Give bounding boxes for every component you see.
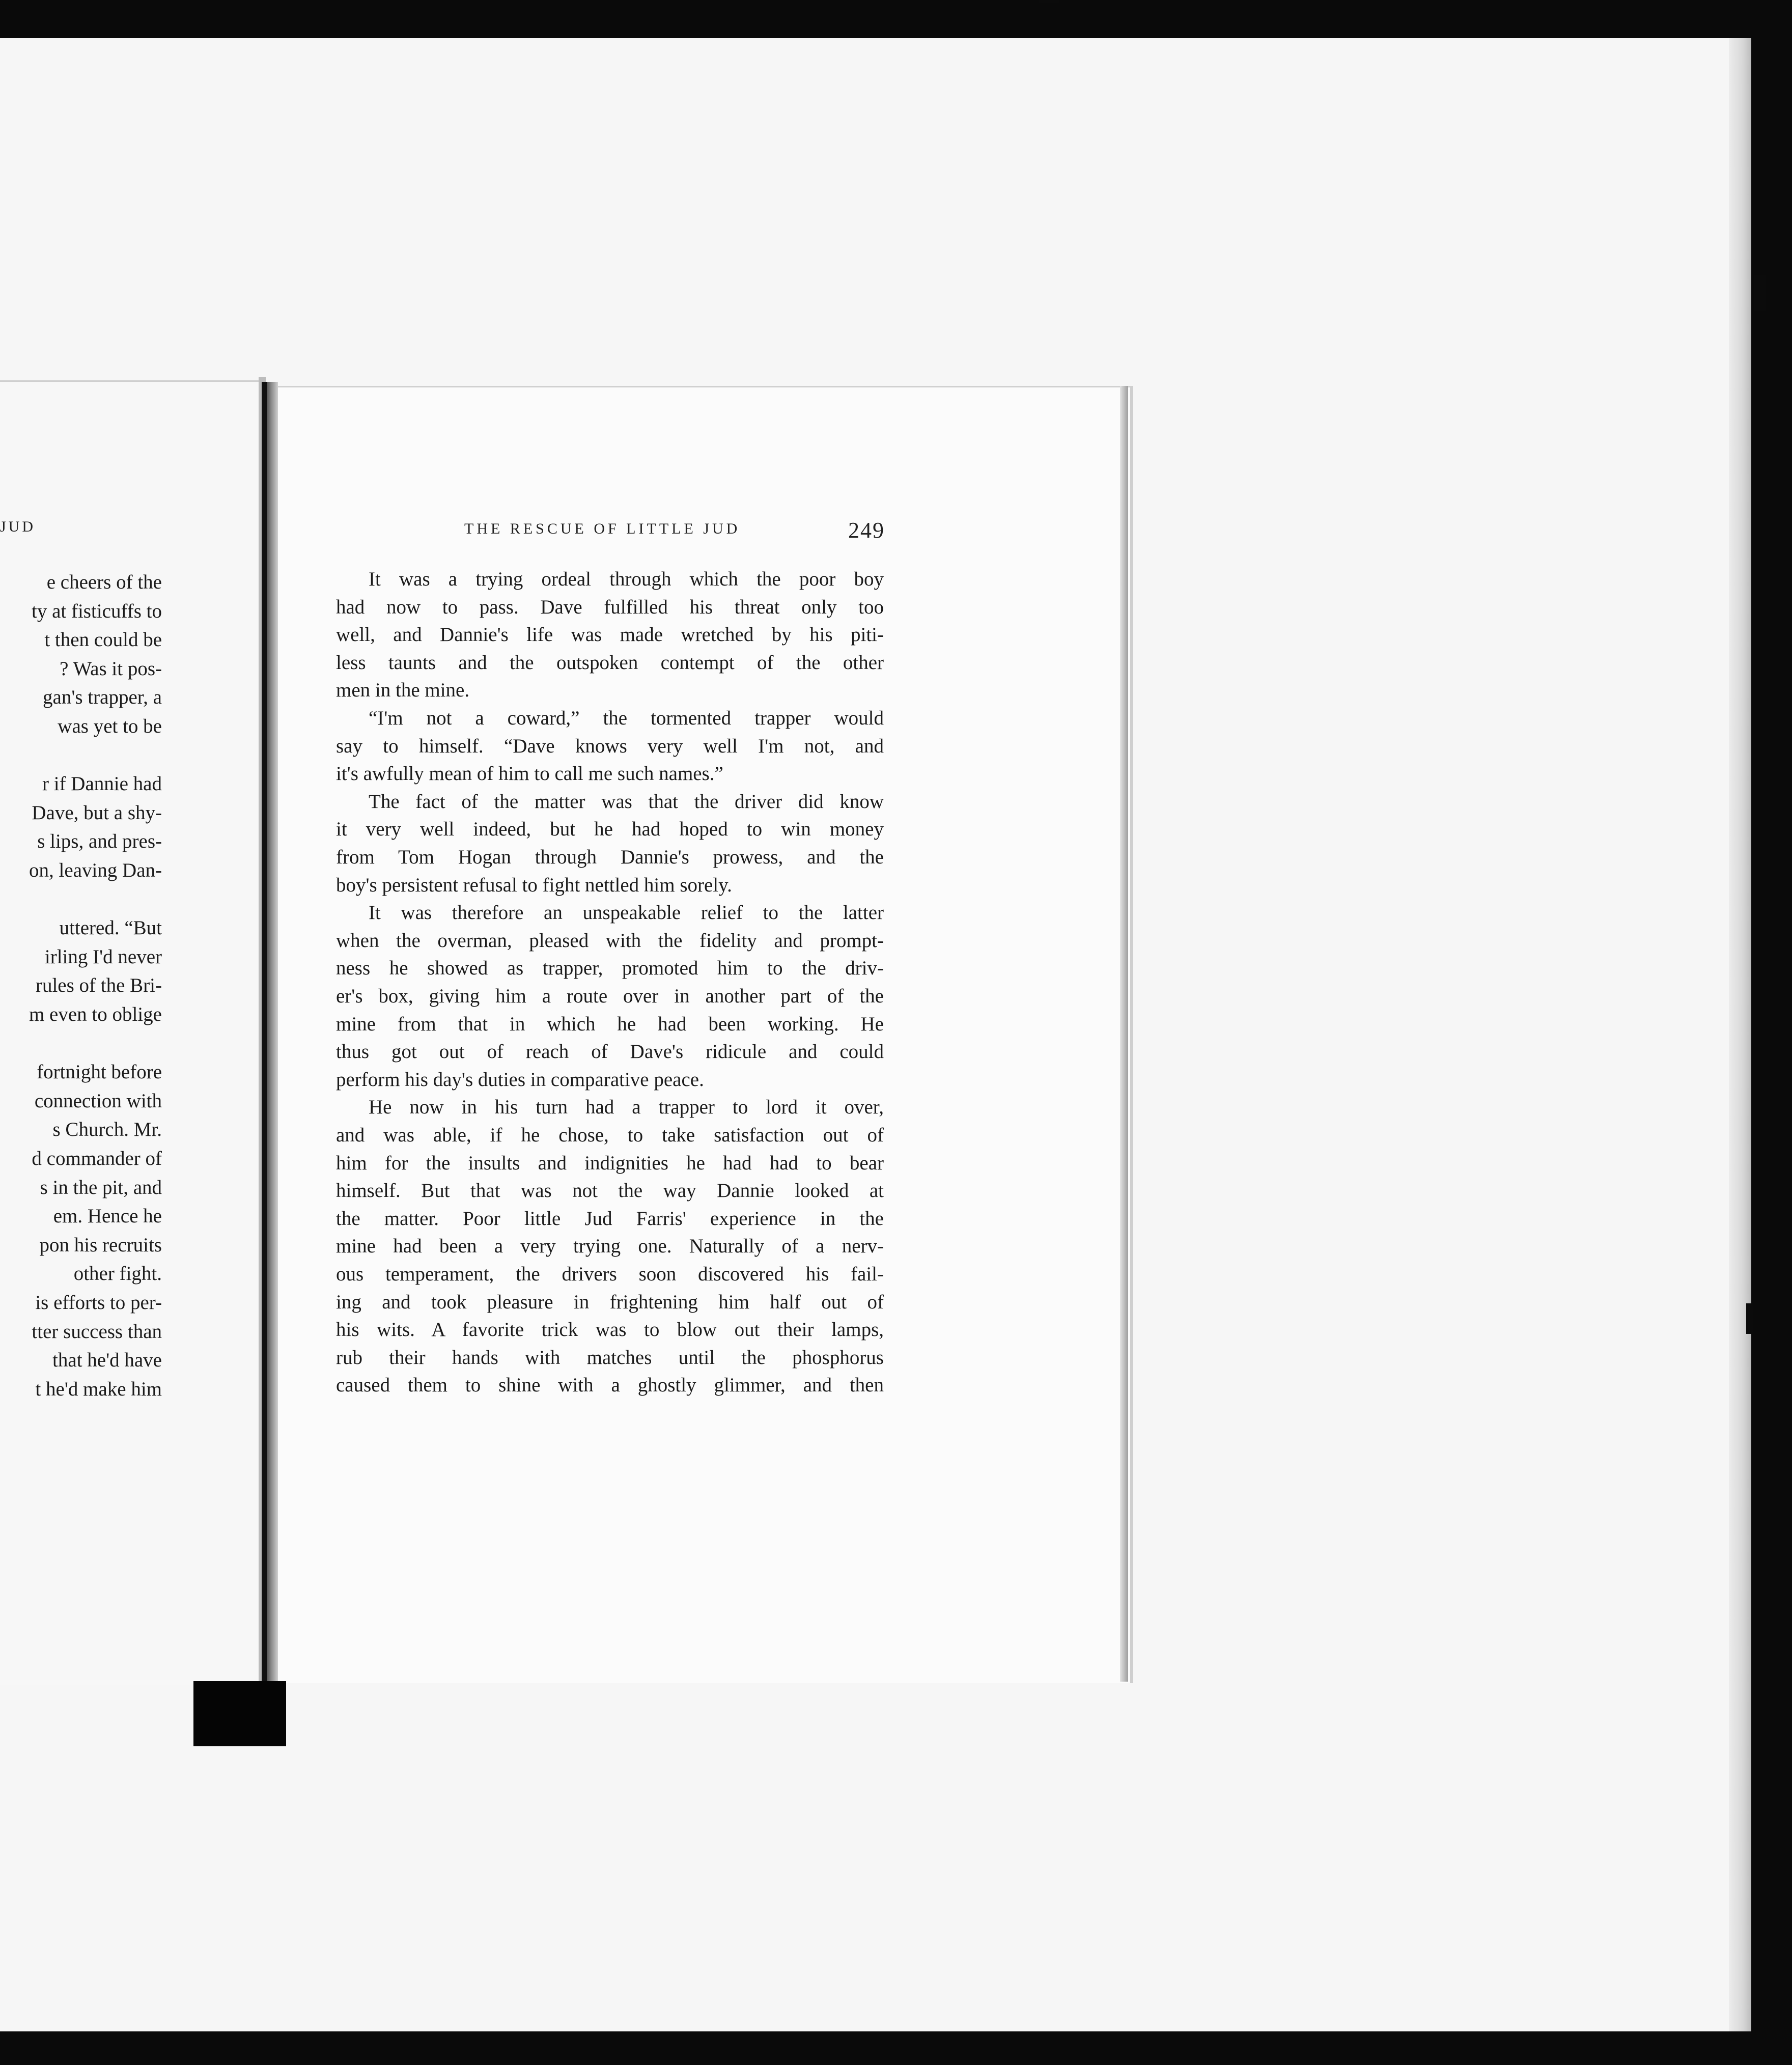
left-text-line: em. Hence he (53, 1205, 162, 1227)
left-text-line: t he'd make him (35, 1378, 162, 1400)
left-text-line: pon his recruits (39, 1234, 162, 1256)
body-text-line: say to himself. “Dave knows very well I'm not, and (336, 735, 884, 757)
right-page-edge (1120, 386, 1128, 1682)
body-text-line: himself. But that was not the way Dannie looked at (336, 1180, 884, 1202)
body-text-line: He now in his turn had a trapper to lord it over, (369, 1096, 884, 1119)
left-text-line: is efforts to per- (35, 1292, 162, 1314)
page-gutter (267, 382, 278, 1683)
page-number: 249 (848, 518, 885, 543)
body-text-line: men in the mine. (336, 679, 470, 702)
left-text-line: s in the pit, and (40, 1176, 162, 1198)
body-text-line: it very well indeed, but he had hoped to win money (336, 818, 884, 841)
body-text-line: had now to pass. Dave fulfilled his threat only too (336, 596, 884, 618)
left-text-line: fortnight before (37, 1061, 162, 1083)
body-text-line: caused them to shine with a ghostly glimmer, and then (336, 1374, 884, 1397)
left-text-line: tter success than (32, 1320, 162, 1343)
body-text-line: ous temperament, the drivers soon discovered his fail- (336, 1263, 884, 1285)
left-text-line: gan's trapper, a (43, 686, 162, 709)
body-text-line: thus got out of reach of Dave's ridicule and could (336, 1041, 884, 1063)
left-text-line: on, leaving Dan- (29, 859, 162, 881)
left-text-line: Dave, but a shy- (32, 801, 162, 824)
sheet-edge-shadow (1729, 38, 1751, 2031)
left-text-line: e cheers of the (46, 571, 162, 593)
body-text-line: mine from that in which he had been working. He (336, 1013, 884, 1035)
gutter-line (262, 382, 267, 1683)
left-text-line: ty at fisticuffs to (32, 600, 162, 622)
scan-edge-mark (1746, 1303, 1753, 1334)
left-running-head: JUD (0, 518, 36, 535)
body-text-line: ness he showed as trapper, promoted him to the driv- (336, 957, 884, 980)
body-text-line: perform his day's duties in comparative peace. (336, 1068, 704, 1091)
body-text-line: his wits. A favorite trick was to blow out their lamps, (336, 1319, 884, 1341)
left-text-line: uttered. “But (59, 917, 162, 939)
body-text-line: ing and took pleasure in frightening him half out of (336, 1291, 884, 1313)
left-text-line: t then could be (44, 629, 162, 651)
left-text-line: s Church. Mr. (52, 1119, 162, 1141)
left-text-line: r if Dannie had (42, 773, 162, 795)
body-text-line: well, and Dannie's life was made wretched by his piti- (336, 624, 884, 646)
left-text-line: s lips, and pres- (37, 830, 162, 853)
body-text-line: boy's persistent refusal to fight nettled him sorely. (336, 874, 732, 896)
left-text-line: connection with (34, 1090, 162, 1112)
right-running-head: THE RESCUE OF LITTLE JUD (464, 520, 741, 537)
body-text-line: The fact of the matter was that the driver did know (369, 790, 884, 813)
body-text-line: mine had been a very trying one. Naturally of a nerv- (336, 1235, 884, 1258)
left-text-line: other fight. (73, 1263, 162, 1285)
body-text-line: less taunts and the outspoken contempt of the other (336, 651, 884, 674)
body-text-line: from Tom Hogan through Dannie's prowess, and the (336, 846, 884, 868)
left-text-line: m even to oblige (29, 1003, 162, 1025)
body-text-line: “I'm not a coward,” the tormented trapper would (369, 707, 884, 729)
body-text-line: It was therefore an unspeakable relief to the latter (369, 902, 884, 924)
left-text-line: rules of the Bri- (35, 974, 162, 997)
binding-tab (193, 1681, 286, 1746)
body-text-line: when the overman, pleased with the fidelity and prompt- (336, 929, 884, 952)
left-text-line: d commander of (32, 1148, 162, 1169)
body-text-line: him for the insults and indignities he had had to bear (336, 1152, 884, 1174)
body-text-line: er's box, giving him a route over in another part of the (336, 985, 884, 1007)
left-text-line: was yet to be (58, 715, 162, 737)
left-text-line: that he'd have (52, 1349, 162, 1372)
scan-edge-mark (1039, 0, 1059, 3)
body-text-line: and was able, if he chose, to take satisfaction out of (336, 1124, 884, 1146)
left-text-line: irling I'd never (44, 945, 162, 968)
body-text-line: it's awfully mean of him to call me such names.” (336, 763, 723, 785)
body-text-line: It was a trying ordeal through which the poor boy (369, 568, 884, 590)
body-text-line: the matter. Poor little Jud Farris' experience in the (336, 1207, 884, 1230)
body-text-line: rub their hands with matches until the phosphorus (336, 1346, 884, 1369)
scan-edge-mark (1754, 275, 1766, 311)
left-text-line: ? Was it pos- (60, 657, 162, 680)
